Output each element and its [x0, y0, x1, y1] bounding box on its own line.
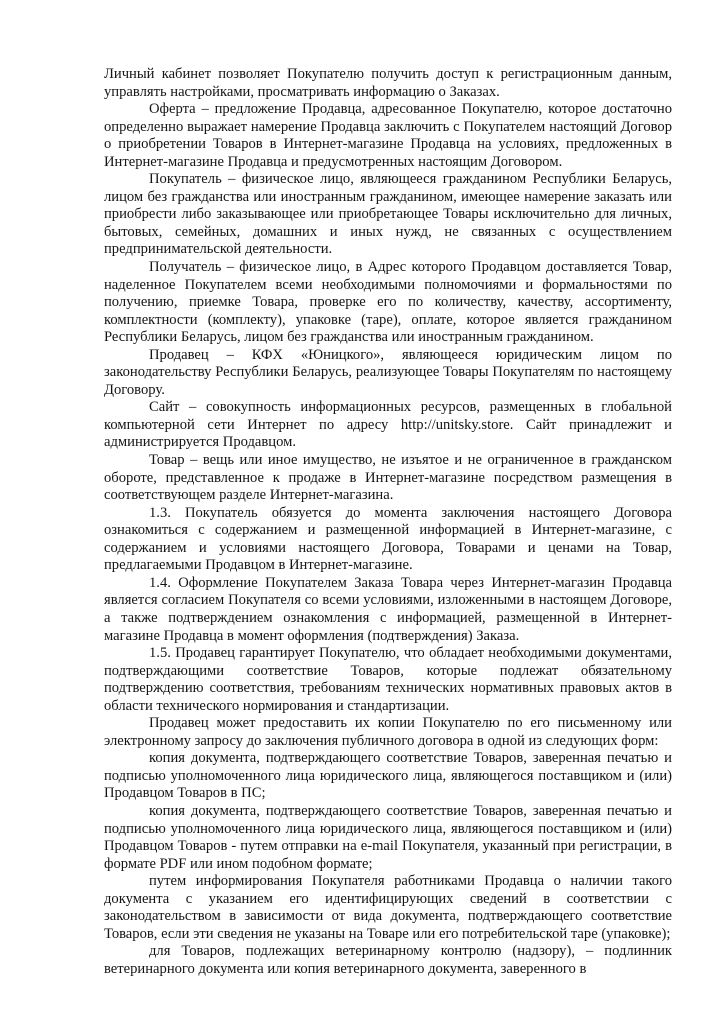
document-page	[104, 66, 672, 978]
paragraph-site-definition: Сайт – совокупность информационных ресурсов, размещенных в глобальной компьютерной сети Интернет по адресу http://unitsky.store. Сайт принадлежит и администрируется Продавцом.	[104, 399, 672, 451]
paragraph-recipient-definition: Получатель – физическое лицо, в Адрес которого Продавцом доставляется Товар, наделенное Покупателем всеми необходимыми полномочиями и формальностями по получению, приемке Товара, проверке его по количеству, качеству, ассортименту, комплектности (комплекту), упаковке (таре), оплате, которое является гражданином Республики Беларусь, лицом без гражданства или иностранным гражданином.	[104, 259, 672, 346]
paragraph-form-veterinary: для Товаров, подлежащих ветеринарному контролю (надзору), – подлинник ветеринарного документа или копия ветеринарного документа, заверенного в	[104, 943, 672, 977]
paragraph-seller-definition: Продавец – КФХ «Юницкого», являющееся юридическим лицом по законодательству Республики Беларусь, реализующее Товары Покупателям по настоящему Договору.	[104, 346, 672, 398]
paragraph-form-informing: путем информирования Покупателя работниками Продавца о наличии такого документа с указанием его идентифицирующих сведений в соответствии с законодательством в зависимости от вида документа, подтверждающего соответствие Товаров, если эти сведения не указаны на Товаре или его потребительской таре (упаковке);	[104, 873, 672, 942]
paragraph-form-copy-email: копия документа, подтверждающего соответствие Товаров, заверенная печатью и подписью уполномоченного лица юридического лица, являющегося поставщиком и (или) Продавцом Товаров - путем отправки на e-mail Покупателя, указанный при регистрации, в формате PDF или ином подобном формате;	[104, 802, 672, 872]
paragraph-clause-1-4: 1.4. Оформление Покупателем Заказа Товара через Интернет-магазин Продавца является согласием Покупателя со всеми условиями, изложенными в настоящем Договоре, а также подтверждением ознакомления с информацией, размещенной в Интернет-магазине Продавца в момент оформления (подтверждения) Заказа.	[104, 574, 672, 644]
paragraph-personal-account: Личный кабинет позволяет Покупателю получить доступ к регистрационным данным, управлять настройками, просматривать информацию о Заказах.	[104, 66, 672, 100]
paragraph-form-copy-ps: копия документа, подтверждающего соответствие Товаров, заверенная печатью и подписью уполномоченного лица юридического лица, являющегося поставщиком и (или) Продавцом Товаров в ПС;	[104, 750, 672, 802]
paragraph-buyer-definition: Покупатель – физическое лицо, являющееся гражданином Республики Беларусь, лицом без гражданства или иностранным гражданином, имеющее намерение заказать или приобрести либо заказывающее или приобретающее Товары исключительно для личных, бытовых, семейных, домашних и иных нужд, не связанных с осуществлением предпринимательской деятельности.	[104, 171, 672, 258]
paragraph-clause-1-3: 1.3. Покупатель обязуется до момента заключения настоящего Договора ознакомиться с содержанием и размещенной информацией в Интернет-магазине, с содержанием и условиями настоящего Договора, Товарами и ценами на Товар, предлагаемыми Продавцом в Интернет-магазине.	[104, 504, 672, 574]
paragraph-clause-1-5: 1.5. Продавец гарантирует Покупателю, что обладает необходимыми документами, подтверждающими соответствие Товаров, которые подлежат обязательному подтверждению соответствия, требованиям технических нормативных правовых актов в области технического нормирования и стандартизации.	[104, 645, 672, 714]
paragraph-copies-intro: Продавец может предоставить их копии Покупателю по его письменному или электронному запросу до заключения публичного договора в одной из следующих форм:	[104, 715, 672, 749]
paragraph-goods-definition: Товар – вещь или иное имущество, не изъятое и не ограниченное в гражданском обороте, представленное к продаже в Интернет-магазине посредством размещения в соответствующем разделе Интернет-магазина.	[104, 452, 672, 504]
paragraph-offer-definition: Оферта – предложение Продавца, адресованное Покупателю, которое достаточно определенно выражает намерение Продавца заключить с Покупателем настоящий Договор о приобретении Товаров в Интернет-магазине Продавца на условиях, предложенных в Интернет-магазине Продавца и предусмотренных настоящим Договором.	[104, 101, 672, 170]
